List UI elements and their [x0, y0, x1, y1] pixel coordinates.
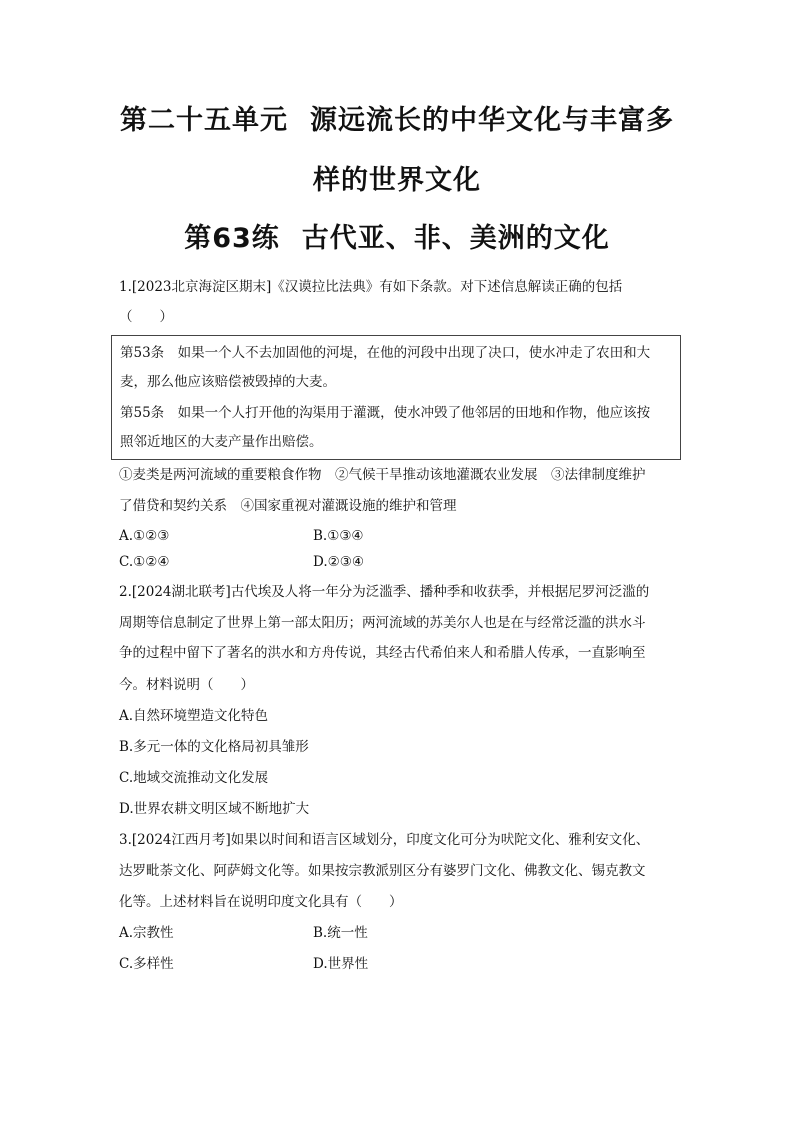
lesson-title	[0, 222, 794, 256]
q2-option-a[interactable]: A.自然环境塑造文化特色	[119, 708, 269, 724]
q1-items-line2: 了借贷和契约关系 ④国家重视对灌溉设施的维护和管理	[119, 498, 457, 514]
q3-option-c[interactable]: C.多样性	[119, 956, 174, 972]
q1-box-line4: 照邻近地区的大麦产量作出赔偿。	[120, 434, 323, 450]
q2-stem-line1: 2.[2024湖北联考]古代埃及人将一年分为泛滥季、播种季和收获季，并根据尼罗河泛滥的	[119, 584, 650, 600]
unit-name: 源远流长的中华文化与丰富多	[310, 105, 674, 136]
q3-stem-line2: 达罗毗荼文化、阿萨姆文化等。如果按宗教派别区分有婆罗门文化、佛教文化、锡克教文	[119, 863, 646, 879]
q1-option-d[interactable]: D.②③④	[313, 554, 364, 570]
q1-option-c[interactable]: C.①②④	[119, 554, 170, 570]
unit-title-line1	[0, 104, 794, 138]
q2-option-c[interactable]: C.地域交流推动文化发展	[119, 770, 269, 786]
unit-number: 第二十五单元	[120, 105, 288, 136]
q1-box-line3: 第55条 如果一个人打开他的沟渠用于灌溉，使水冲毁了他邻居的田地和作物，他应该按	[120, 405, 651, 421]
q1-stem-line1: 1.[2023北京海淀区期末]《汉谟拉比法典》有如下条款。对下述信息解读正确的包括	[119, 279, 623, 295]
q3-option-a[interactable]: A.宗教性	[119, 925, 174, 941]
q2-option-b[interactable]: B.多元一体的文化格局初具雏形	[119, 739, 309, 755]
q2-stem-line4: 今。材料说明（ ）	[119, 677, 254, 693]
lesson-number: 第63练	[184, 223, 280, 254]
q3-option-b[interactable]: B.统一性	[313, 925, 368, 941]
q1-stem-line2: （ ）	[119, 309, 173, 325]
q3-stem-line3: 化等。上述材料旨在说明印度文化具有（ ）	[119, 894, 403, 910]
q1-option-b[interactable]: B.①③④	[313, 528, 364, 544]
q3-stem-line1: 3.[2024江西月考]如果以时间和语言区域划分，印度文化可分为吠陀文化、雅利安文化、	[119, 832, 650, 848]
lesson-name: 古代亚、非、美洲的文化	[301, 223, 610, 254]
q1-items-line1: ①麦类是两河流域的重要粮食作物 ②气候干旱推动该地灌溉农业发展 ③法律制度维护	[119, 467, 646, 483]
q1-box-line1: 第53条 如果一个人不去加固他的河堤，在他的河段中出现了决口，使水冲走了农田和大	[120, 345, 651, 361]
unit-title-line2: 样的世界文化	[313, 165, 481, 196]
q2-stem-line3: 争的过程中留下了著名的洪水和方舟传说，其经古代希伯来人和希腊人传承，一直影响至	[119, 645, 646, 661]
q1-material-box	[111, 335, 681, 460]
q2-stem-line2: 周期等信息制定了世界上第一部太阳历；两河流域的苏美尔人也是在与经常泛滥的洪水斗	[119, 615, 646, 631]
q2-option-d[interactable]: D.世界农耕文明区域不断地扩大	[119, 801, 310, 817]
q3-option-d[interactable]: D.世界性	[313, 956, 369, 972]
q1-option-a[interactable]: A.①②③	[119, 528, 170, 544]
q1-box-line2: 麦，那么他应该赔偿被毁掉的大麦。	[120, 374, 336, 390]
